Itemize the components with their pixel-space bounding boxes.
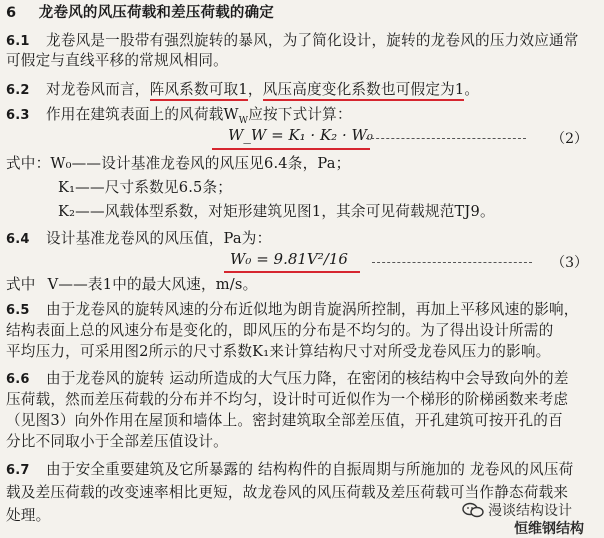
para-6-7-line-1: 6.7 由于安全重要建筑及它所暴露的 结构构件的自振周期与所施加的 龙卷风的风压荷 — [6, 461, 574, 478]
highlight-height-factor: 风压高度变化系数也可假定为1 — [263, 81, 465, 101]
para-6-1-line-2: 可假定与直线平移的常规风相同。 — [6, 52, 228, 69]
formula-2: W_W = K₁ · K₂ · W₀ — [228, 126, 373, 144]
para-6-6-line-4: 分比不同取小于全部差压值设计。 — [6, 433, 228, 450]
clause-number: 6.2 — [6, 83, 30, 98]
watermark-wechat: 漫谈结构设计 — [488, 503, 572, 519]
clause-number: 6.1 — [6, 34, 30, 49]
para-6-6-line-2: 压荷载，然而差压荷载的分布并不均匀，设计时可近似作为一个梯形的阶梯函数来考虑 — [6, 391, 569, 408]
equation-number-2: （2） — [551, 131, 588, 147]
where-k2: K₂——风载体型系数，对矩形建筑见图1，其余可见荷载规范TJ9。 — [58, 203, 495, 220]
clause-number: 6.3 — [6, 108, 30, 123]
para-6-5-line-3: 平均压力，可采用图2所示的尺寸系数K₁来计算结构尺寸对所受龙卷风压力的影响。 — [6, 343, 551, 360]
formula-3-underline — [224, 271, 360, 273]
clause-number: 6.5 — [6, 303, 30, 318]
heading-number: 6 — [6, 5, 17, 21]
para-6-5-line-2: 结构表面上总的风速分布是变化的，即风压的分布是不均匀的。为了得出设计所需的 — [6, 322, 554, 339]
clause-number: 6.6 — [6, 372, 30, 387]
para-6-6-line-1: 6.6 由于龙卷风的旋转 运动所造成的大气压力降，在密闭的核结构中会导致向外的差 — [6, 370, 569, 387]
highlight-gust-factor: 阵风系数可取1 — [150, 81, 248, 101]
where-w0: 式中：W₀——设计基准龙卷风的风压见6.4条，Pa； — [6, 155, 351, 172]
leader-dots — [366, 138, 526, 139]
para-6-6-line-3: （见图3）向外作用在屋顶和墙体上。密封建筑取全部差压值，开孔建筑可按开孔的百 — [6, 412, 563, 429]
equation-number-3: （3） — [551, 255, 588, 271]
heading-title: 龙卷风的风压荷载和差压荷载的确定 — [38, 5, 274, 21]
formula-2-underline — [212, 148, 370, 150]
watermark-brand: 恒维钢结构 — [514, 521, 584, 537]
para-6-4: 6.4 设计基准龙卷风的风压值，Pa为： — [6, 230, 272, 247]
para-6-7-line-3: 处理。 — [6, 507, 51, 524]
clause-number: 6.4 — [6, 232, 30, 247]
where-v: 式中 V——表1中的最大风速，m/s。 — [6, 276, 258, 293]
para-6-5-line-1: 6.5 由于龙卷风的旋转风速的分布近似地为朗肯旋涡所控制，再加上平移风速的影响， — [6, 301, 579, 318]
para-6-7-line-2: 载及差压荷载的改变速率相比更短，故龙卷风的风压荷载及差压荷载可当作静态荷载来 — [6, 484, 569, 501]
para-6-3: 6.3 作用在建筑表面上的风荷载$W_W$应按下式计算： — [6, 106, 352, 126]
formula-3: W₀ = 9.81V²/16 — [230, 250, 348, 268]
clause-number: 6.7 — [6, 463, 30, 478]
wechat-icon — [462, 502, 484, 518]
where-k1: K₁——尺寸系数见6.5条； — [58, 179, 233, 196]
leader-dots — [372, 262, 532, 263]
section-heading — [6, 4, 600, 22]
para-6-1-line-1: 6.1 龙卷风是一股带有强烈旋转的暴风，为了简化设计，旋转的龙卷风的压力效应通常 — [6, 32, 579, 49]
para-6-2: 6.2 对龙卷风而言，阵风系数可取1，风压高度变化系数也可假定为1。 — [6, 81, 600, 100]
